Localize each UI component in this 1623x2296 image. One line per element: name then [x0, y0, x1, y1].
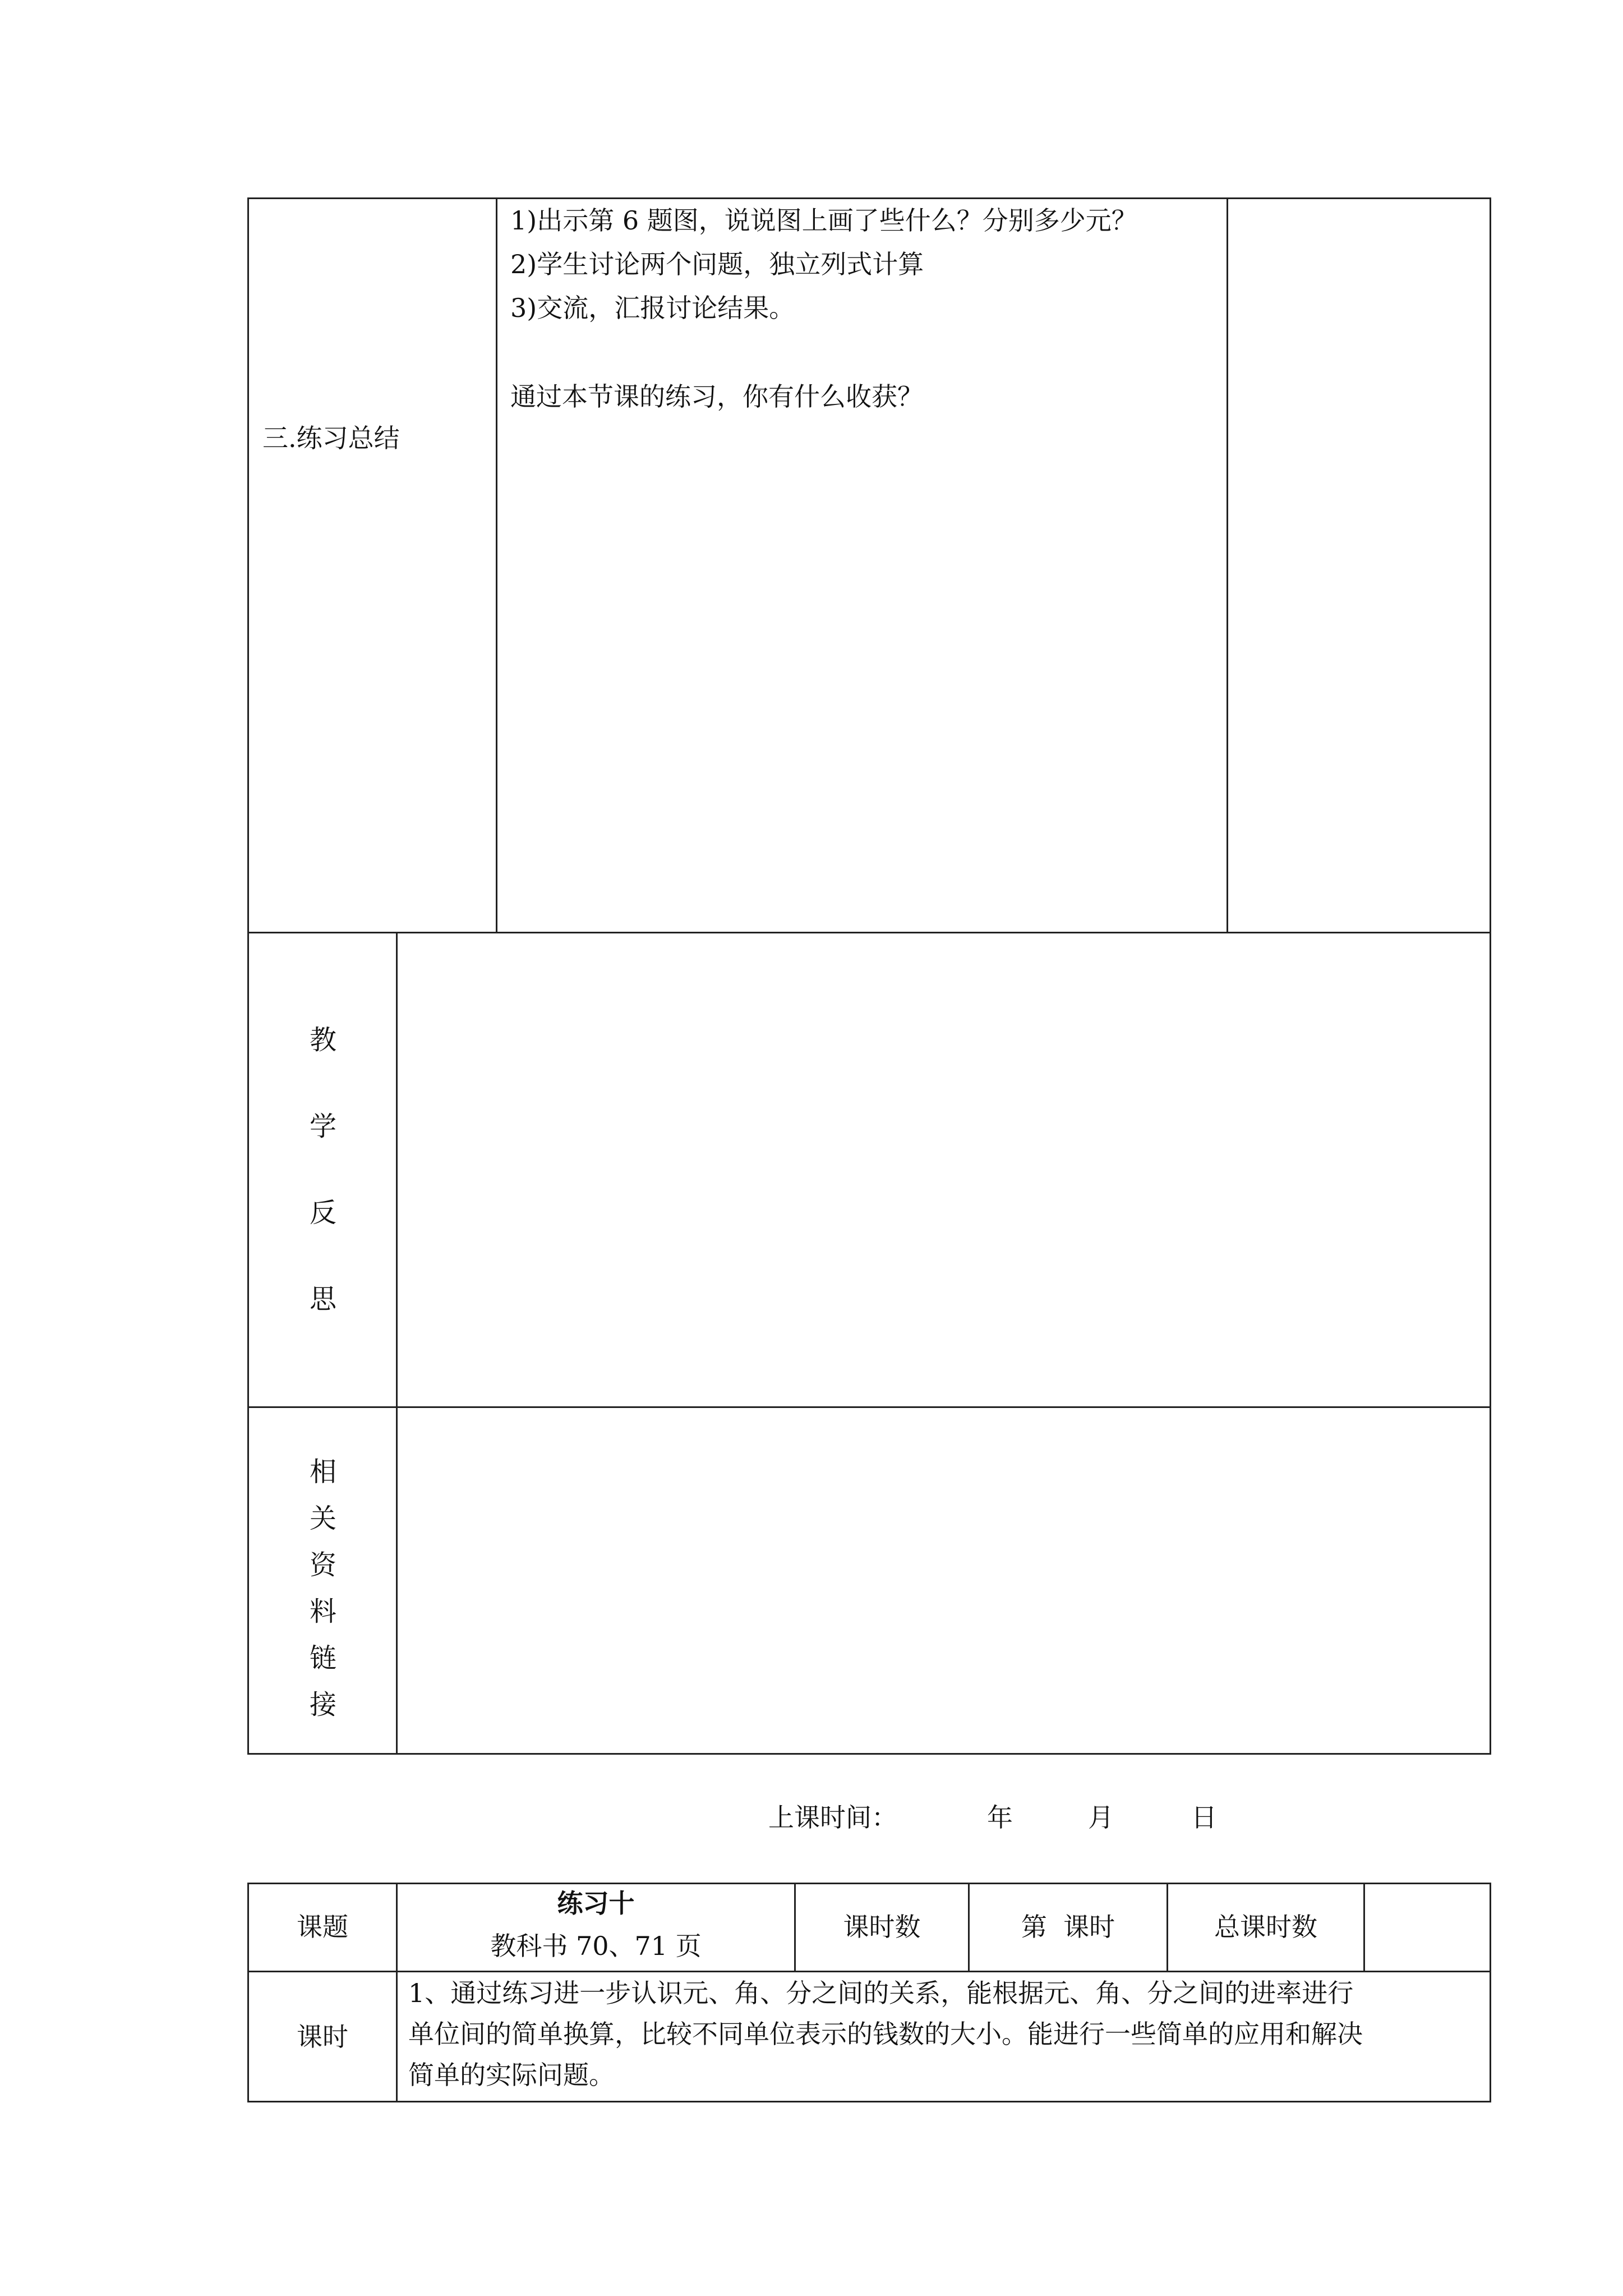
table-row-divider — [247, 1406, 1491, 1408]
class-time-label: 上课时间： — [768, 1802, 897, 1833]
resources-label-char: 资 — [309, 1549, 336, 1581]
objectives-label: 课时 — [297, 2022, 348, 2052]
reflection-label-char: 反 — [309, 1197, 336, 1228]
resources-label-char: 链 — [309, 1642, 336, 1674]
resources-label-char: 接 — [309, 1689, 336, 1720]
table-col-divider — [496, 197, 497, 933]
table-border-bottom — [247, 1753, 1491, 1755]
resources-label-char: 关 — [309, 1503, 336, 1534]
section-label-practice: 三.练习总结 — [262, 423, 400, 453]
resources-label-char: 相 — [309, 1456, 336, 1488]
table-border-bottom — [247, 2101, 1491, 2102]
table-row-divider — [247, 1971, 1491, 1972]
objectives-line: 单位间的简单换算，比较不同单位表示的钱数的大小。能进行一些简单的应用和解决 — [408, 2019, 1363, 2049]
practice-step-1: 1)出示第 6 题图，说说图上画了些什么？分别多少元？ — [510, 205, 1137, 236]
lesson-hours-label: 课时数 — [843, 1912, 921, 1942]
objectives-line: 简单的实际问题。 — [408, 2060, 615, 2090]
lesson-number: 第 课时 — [1021, 1912, 1115, 1942]
table-col-divider — [1227, 197, 1228, 933]
table-border-right — [1490, 197, 1491, 1755]
table-border-top — [247, 197, 1491, 199]
table-row-divider — [247, 932, 1491, 933]
class-time-year: 年 — [987, 1802, 1013, 1833]
table-border-left — [247, 197, 249, 1755]
resources-label-char: 料 — [309, 1596, 336, 1627]
table-col-divider — [1363, 1883, 1365, 1972]
practice-question: 通过本节课的练习，你有什么收获？ — [510, 381, 923, 412]
reflection-label-char: 学 — [309, 1111, 336, 1142]
table-border-top — [247, 1883, 1491, 1884]
class-time-day: 日 — [1191, 1802, 1217, 1833]
class-time-month: 月 — [1088, 1802, 1114, 1833]
topic-title: 练习十 — [557, 1888, 635, 1918]
topic-label: 课题 — [297, 1912, 348, 1942]
table-border-right — [1490, 1883, 1491, 2102]
table-col-divider — [396, 932, 398, 1755]
reflection-label-char: 教 — [309, 1024, 336, 1056]
total-hours-label: 总课时数 — [1214, 1912, 1317, 1942]
topic-pages: 教科书 70、71 页 — [490, 1931, 702, 1961]
objectives-line: 1、通过练习进一步认识元、角、分之间的关系，能根据元、角、分之间的进率进行 — [408, 1978, 1354, 2008]
practice-step-2: 2)学生讨论两个问题，独立列式计算 — [510, 249, 924, 279]
practice-step-3: 3)交流，汇报讨论结果。 — [510, 293, 795, 323]
reflection-label-char: 思 — [309, 1283, 336, 1315]
